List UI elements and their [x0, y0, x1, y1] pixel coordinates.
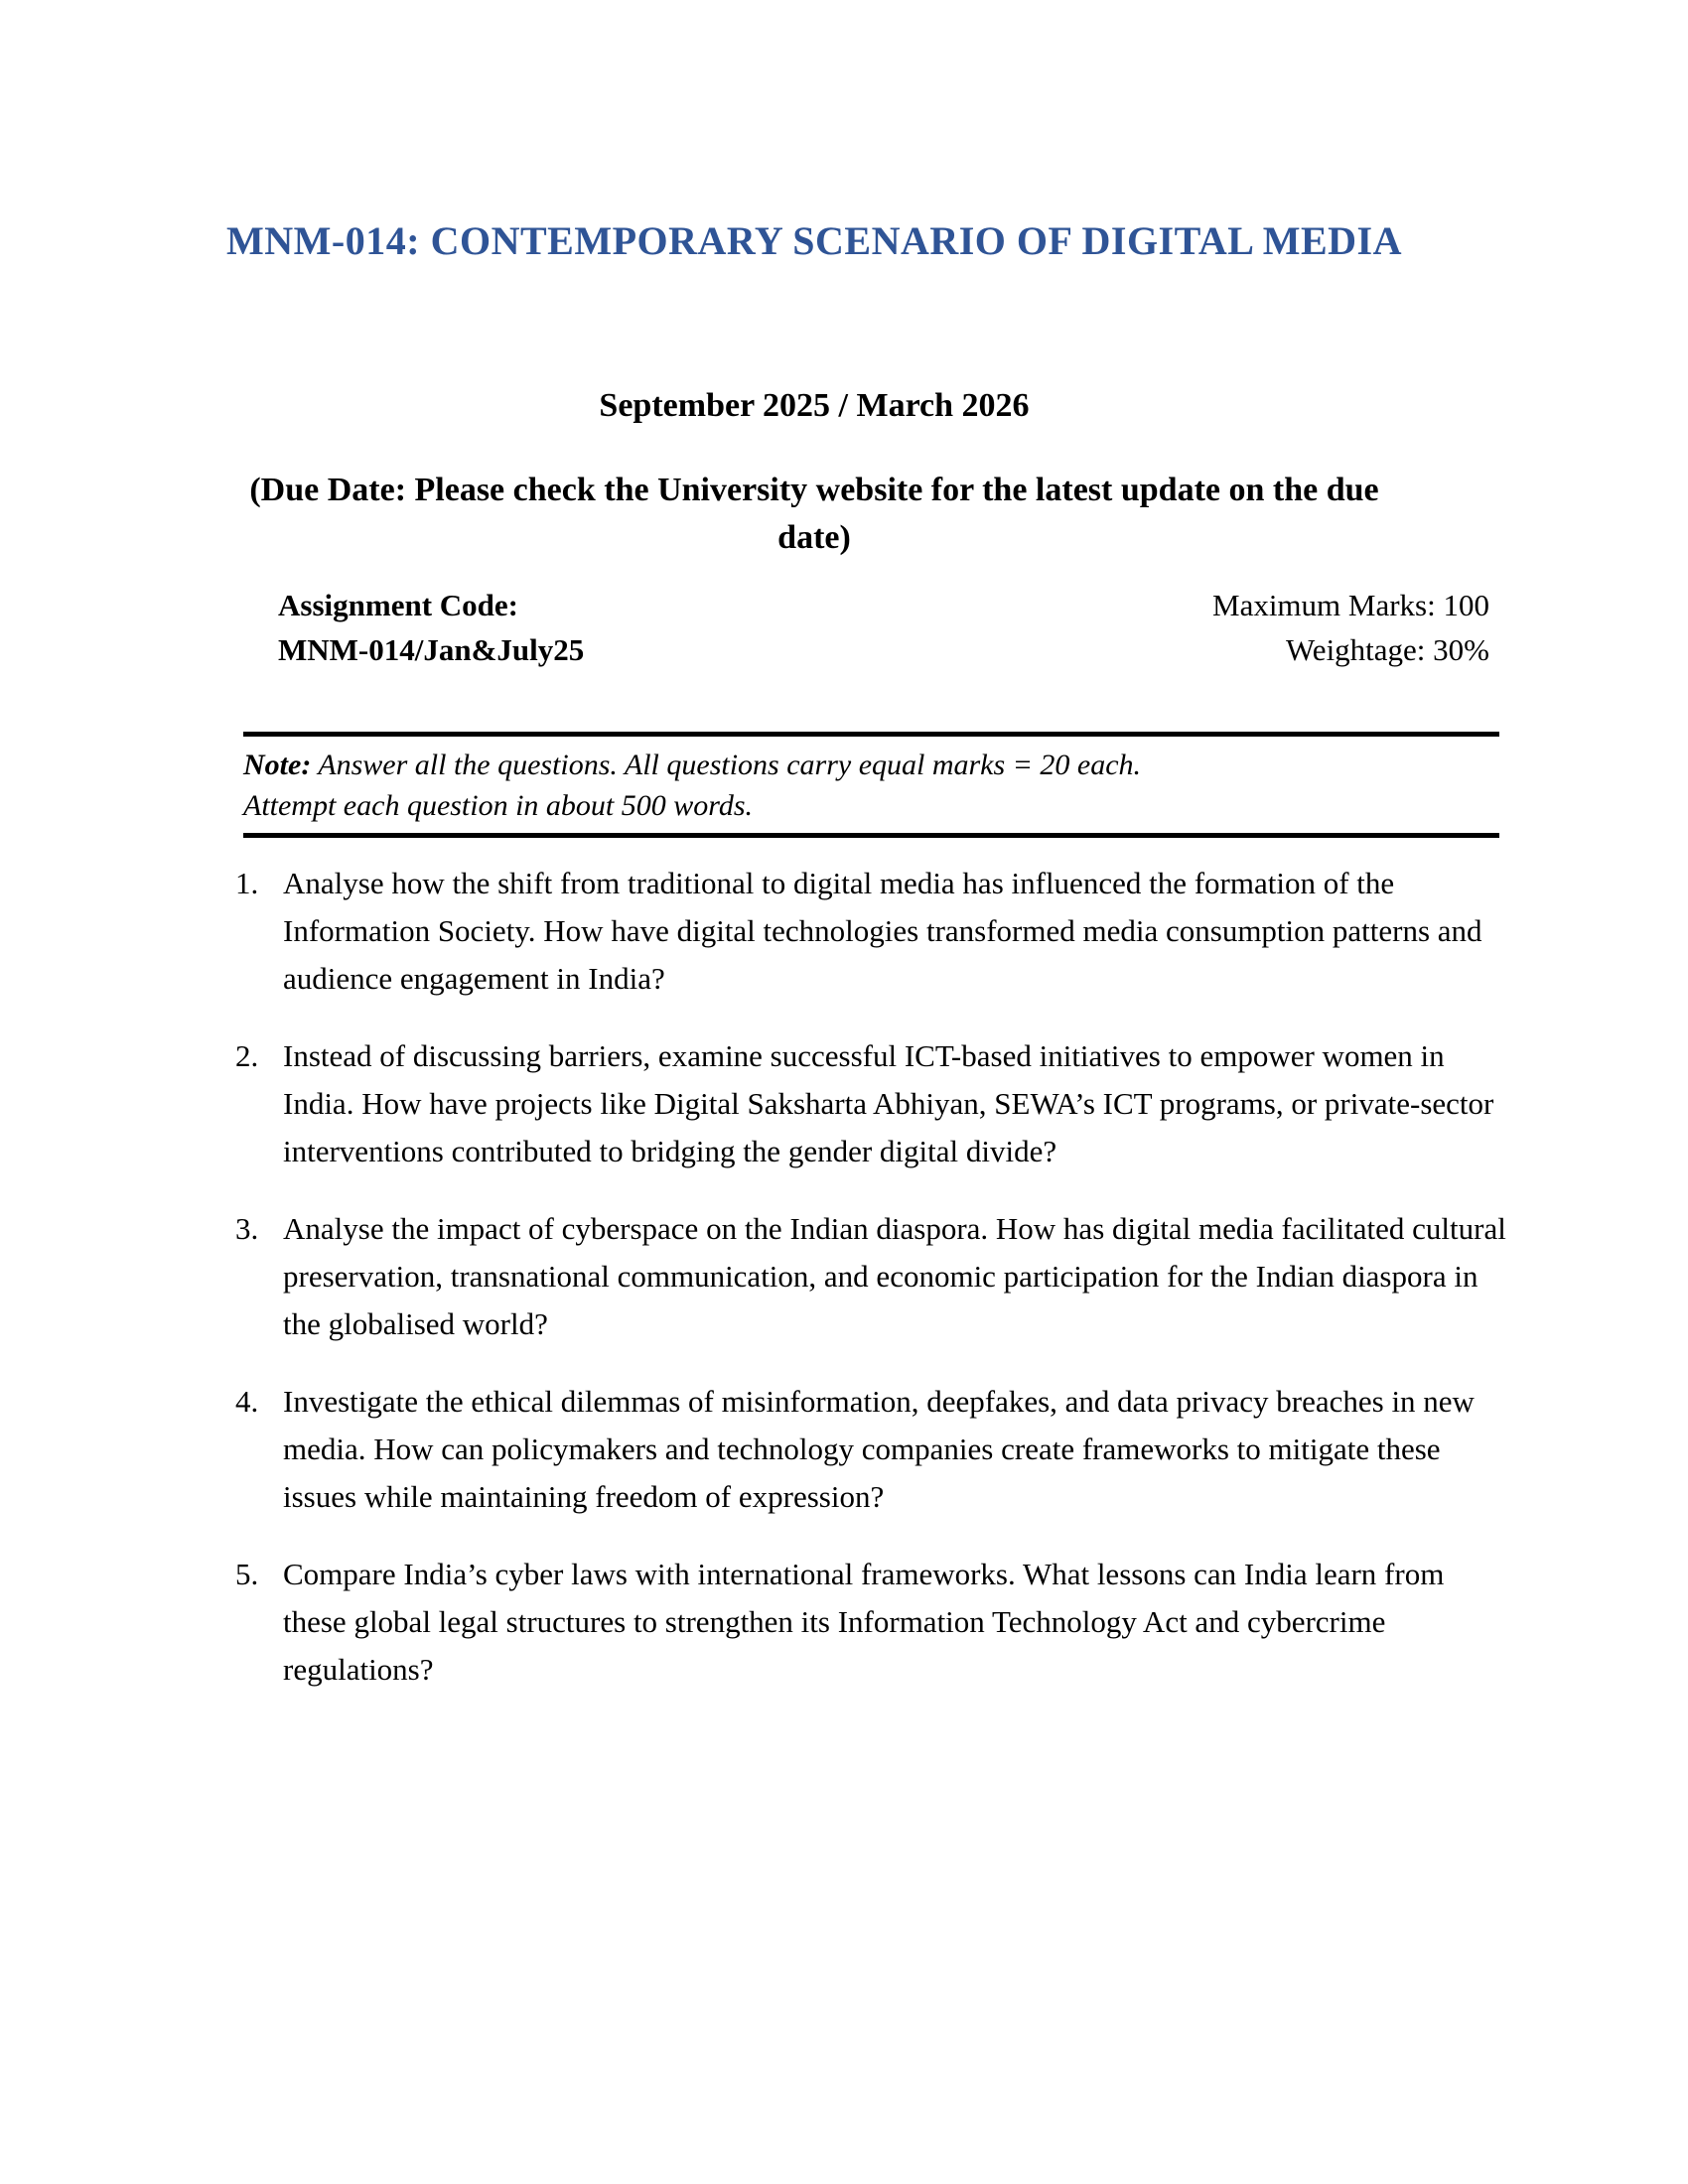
question-item: [235, 860, 1508, 1003]
assignment-info-row: [278, 584, 1489, 673]
question-item: [235, 1205, 1508, 1348]
question-number: 4.: [235, 1384, 259, 1419]
question-text: Compare India’s cyber laws with international frameworks. What lessons can India learn from these global legal structures to strengthen its Information Technology Act and cybercrime regulations?: [283, 1557, 1445, 1687]
question-number: 5.: [235, 1557, 259, 1591]
question-number: 1.: [235, 866, 259, 900]
weightage: Weightage: 30%: [1286, 631, 1489, 667]
question-item: [235, 1551, 1508, 1694]
note-label: Note:: [243, 749, 312, 781]
assignment-code-label: Assignment Code:: [278, 588, 518, 622]
note-body: Answer all the questions. All questions carry equal marks = 20 each. Attempt each question in about 500 words.: [243, 749, 1142, 822]
question-item: [235, 1032, 1508, 1175]
question-text: Analyse how the shift from traditional to digital media has influenced the formation of the Information Society. How have digital technologies transformed media consumption patterns and audience engagement in India?: [283, 866, 1482, 996]
question-item: [235, 1378, 1508, 1521]
session-heading: September 2025 / March 2026: [599, 387, 1030, 424]
question-list: [235, 860, 1508, 1723]
question-number: 2.: [235, 1038, 259, 1073]
marks-block: [1212, 584, 1489, 673]
question-text: Analyse the impact of cyberspace on the Indian diaspora. How has digital media facilitated cultural preservation, transnational communication, and economic participation for the Indian diaspora in the globalised world?: [283, 1211, 1506, 1341]
maximum-marks: Maximum Marks: 100: [1212, 588, 1489, 622]
assignment-code-block: [278, 584, 584, 673]
page-title: MNM-014: CONTEMPORARY SCENARIO OF DIGITAL MEDIA: [226, 217, 1402, 263]
due-date-note: (Due Date: Please check the University website for the latest update on the due date): [249, 472, 1379, 557]
note-box: [243, 732, 1499, 838]
question-text: Instead of discussing barriers, examine successful ICT-based initiatives to empower women in India. How have projects like Digital Saksharta Abhiyan, SEWA’s ICT programs, or private-sector interventions contributed to bridging the gender digital divide?: [283, 1038, 1494, 1168]
assignment-code-value: MNM-014/Jan&July25: [278, 631, 585, 667]
question-number: 3.: [235, 1211, 259, 1246]
question-text: Investigate the ethical dilemmas of misinformation, deepfakes, and data privacy breaches in new media. How can policymakers and technology companies create frameworks to mitigate these issues while maintaining freedom of expression?: [283, 1384, 1475, 1514]
note-text: [243, 746, 1167, 826]
